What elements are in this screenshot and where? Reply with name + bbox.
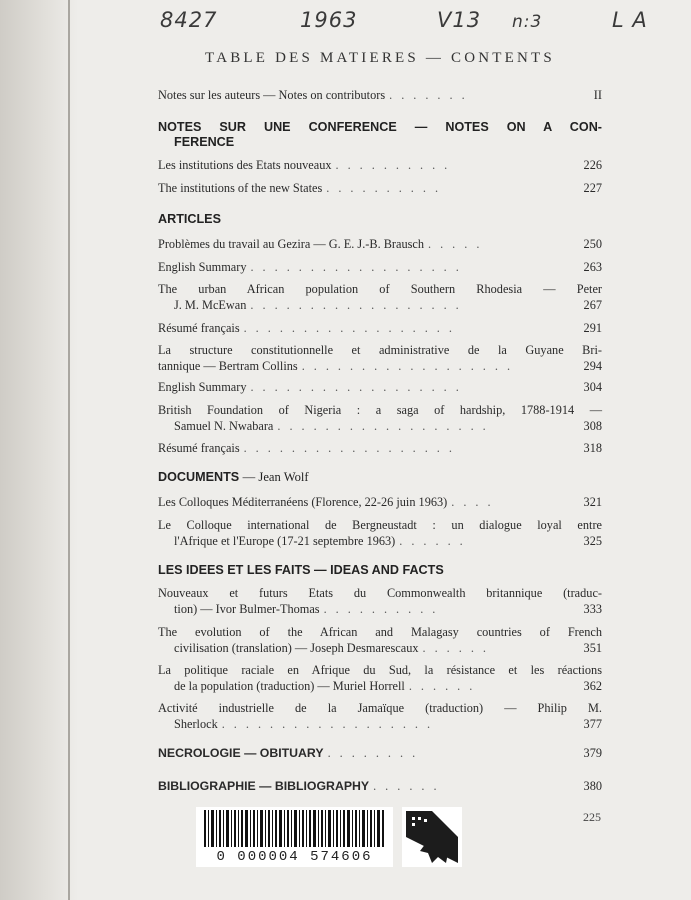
handwritten-note-number: n:3: [512, 12, 543, 32]
toc-entry: English Summary .................. 263: [158, 260, 602, 274]
barcode-bars: [204, 810, 385, 847]
toc-entry: British Foundation of Nigeria : a saga of hardship, 1788-1914 — Samuel N. Nwabara .................. 308: [158, 403, 602, 433]
handwritten-note-volume: V13: [437, 8, 482, 32]
toc-entry: Résumé français .................. 318: [158, 441, 602, 455]
toc-entry-bibliography: BIBLIOGRAPHIE — BIBLIOGRAPHY ...... 380: [158, 779, 602, 793]
toc-entry-obituary: NECROLOGIE — OBITUARY ........ 379: [158, 746, 602, 760]
toc-entry: English Summary .................. 304: [158, 380, 602, 394]
toc-entry: La politique raciale en Afrique du Sud, la résistance et les réactions de la population (traduction) — Muriel Horrell ...... 362: [158, 663, 602, 693]
toc-entry: Le Colloque international de Bergneustadt : un dialogue loyal entre l'Afrique et l'Europe (17-21 septembre 1963) ...... 325: [158, 518, 602, 548]
toc-entry: Activité industrielle de la Jamaïque (traduction) — Philip M. Sherlock .................. 377: [158, 701, 602, 731]
library-logo-icon: [402, 807, 462, 867]
toc-entry: Nouveaux et futurs Etats du Commonwealth britannique (traduc- tion) — Ivor Bulmer-Thomas .......... 333: [158, 586, 602, 616]
page-edge: [68, 0, 70, 900]
page-number: 225: [583, 810, 601, 824]
toc-entry: Les Colloques Méditerranéens (Florence, 22-26 juin 1963) .... 321: [158, 495, 602, 509]
toc-entry: The evolution of the African and Malagasy countries of French civilisation (translation) — Joseph Desmarescaux ...... 351: [158, 625, 602, 655]
toc-entry: Problèmes du travail au Gezira — G. E. J.-B. Brausch ..... 250: [158, 237, 602, 251]
toc-entry: The institutions of the new States .......... 227: [158, 181, 602, 195]
handwritten-note-5: L A: [612, 8, 648, 32]
handwritten-note-1: 8427: [160, 8, 218, 32]
toc-entry-contributors: Notes sur les auteurs — Notes on contributors ....... II: [158, 88, 602, 102]
library-barcode: [196, 807, 393, 867]
section-heading-ideas: LES IDEES ET LES FAITS — IDEAS AND FACTS: [158, 563, 444, 577]
toc-entry: Résumé français .................. 291: [158, 321, 602, 335]
toc-entry: La structure constitutionnelle et administrative de la Guyane Bri- tannique — Bertram Collins .................. 294: [158, 343, 602, 373]
section-heading-conference: NOTES SUR UNE CONFERENCE — NOTES ON A CON- FERENCE: [158, 120, 602, 149]
barcode-digits: 0 000004 574606: [216, 849, 373, 865]
page-title: TABLE DES MATIERES — CONTENTS: [205, 50, 555, 66]
section-heading-articles: ARTICLES: [158, 212, 221, 226]
entry-text: Notes sur les auteurs — Notes on contributors: [158, 88, 386, 102]
book-binding: [0, 0, 78, 900]
toc-entry: Les institutions des Etats nouveaux .......... 226: [158, 158, 602, 172]
entry-page: II: [593, 88, 602, 102]
toc-entry: The urban African population of Southern Rhodesia — Peter J. M. McEwan .................. 267: [158, 282, 602, 312]
section-heading-documents: DOCUMENTS — Jean Wolf: [158, 470, 309, 484]
handwritten-note-year: 1963: [300, 8, 358, 32]
